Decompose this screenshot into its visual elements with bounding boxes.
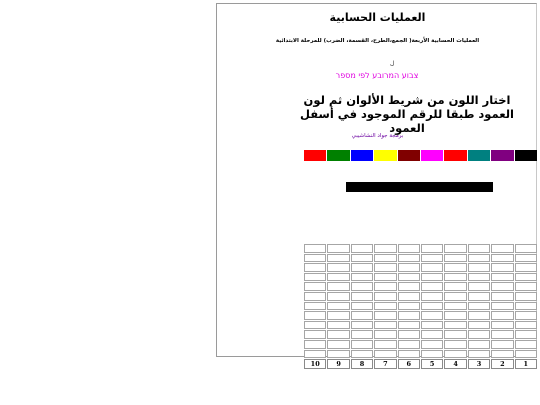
grid-cell[interactable] <box>421 321 443 330</box>
column-number-label: 6 <box>398 359 420 369</box>
grid-cell[interactable] <box>351 350 373 359</box>
grid-cell[interactable] <box>491 321 513 330</box>
color-swatch-magenta[interactable] <box>421 150 443 161</box>
grid-cell[interactable] <box>327 273 349 282</box>
grid-cell[interactable] <box>444 321 466 330</box>
grid-cell[interactable] <box>351 321 373 330</box>
grid-cell[interactable] <box>515 302 537 311</box>
grid-cell[interactable] <box>515 321 537 330</box>
grid-cell[interactable] <box>304 311 326 320</box>
grid-cell[interactable] <box>374 273 396 282</box>
grid-cell[interactable] <box>327 321 349 330</box>
column-number-label: 5 <box>421 359 443 369</box>
grid-cell[interactable] <box>304 340 326 349</box>
column-number-label: 8 <box>351 359 373 369</box>
grid-cell[interactable] <box>327 282 349 291</box>
tiny-text: ل <box>390 60 395 67</box>
grid-cell[interactable] <box>327 340 349 349</box>
grid-cell[interactable] <box>304 263 326 272</box>
grid-cell[interactable] <box>515 311 537 320</box>
grid-cell[interactable] <box>491 282 513 291</box>
grid-cell[interactable] <box>421 330 443 339</box>
color-swatch-green[interactable] <box>327 150 349 161</box>
grid-cell[interactable] <box>304 292 326 301</box>
color-swatch-black[interactable] <box>515 150 537 161</box>
grid-cell[interactable] <box>374 311 396 320</box>
grid-cell[interactable] <box>491 273 513 282</box>
grid-cell[interactable] <box>491 302 513 311</box>
grid-cell[interactable] <box>351 330 373 339</box>
grid-cell[interactable] <box>374 282 396 291</box>
grid-cell[interactable] <box>351 340 373 349</box>
grid-cell[interactable] <box>421 292 443 301</box>
grid-cell[interactable] <box>421 244 443 253</box>
grid-cell[interactable] <box>398 254 420 263</box>
grid-cell[interactable] <box>398 292 420 301</box>
grid-cell[interactable] <box>374 263 396 272</box>
instruction-text: اختار اللون من شريط الألوان ثم لون العمود طبقا للرقم الموجود في أسفل العمود <box>300 93 514 135</box>
grid-cell[interactable] <box>491 311 513 320</box>
grid-cell[interactable] <box>398 311 420 320</box>
grid-cell[interactable] <box>327 254 349 263</box>
grid-cell[interactable] <box>351 244 373 253</box>
grid-cell[interactable] <box>374 302 396 311</box>
grid-cell[interactable] <box>491 292 513 301</box>
grid-cell[interactable] <box>444 292 466 301</box>
coloring-grid <box>304 244 537 369</box>
grid-cell[interactable] <box>351 302 373 311</box>
grid-cell[interactable] <box>444 254 466 263</box>
grid-cell[interactable] <box>398 321 420 330</box>
grid-cell[interactable] <box>421 282 443 291</box>
grid-cell[interactable] <box>515 292 537 301</box>
grid-cell[interactable] <box>327 292 349 301</box>
grid-cell[interactable] <box>374 244 396 253</box>
grid-cell[interactable] <box>398 263 420 272</box>
grid-cell[interactable] <box>327 350 349 359</box>
grid-cell[interactable] <box>304 273 326 282</box>
color-swatch-blue[interactable] <box>351 150 373 161</box>
column-number-label: 3 <box>468 359 490 369</box>
grid-cell[interactable] <box>304 330 326 339</box>
grid-cell[interactable] <box>515 244 537 253</box>
grid-cell[interactable] <box>421 302 443 311</box>
grid-cell[interactable] <box>374 350 396 359</box>
grid-cell[interactable] <box>327 311 349 320</box>
grid-cell[interactable] <box>351 254 373 263</box>
grid-cell[interactable] <box>398 244 420 253</box>
column-number-label: 2 <box>491 359 513 369</box>
page-title: العمليات الحسابية <box>329 11 426 24</box>
grid-cell[interactable] <box>398 340 420 349</box>
grid-cell[interactable] <box>468 263 490 272</box>
grid-cell[interactable] <box>468 311 490 320</box>
grid-cell[interactable] <box>327 330 349 339</box>
grid-cell[interactable] <box>515 340 537 349</box>
column-number-label: 9 <box>327 359 349 369</box>
color-palette <box>304 150 537 161</box>
grid-cell[interactable] <box>444 340 466 349</box>
grid-cell[interactable] <box>421 254 443 263</box>
grid-cell[interactable] <box>515 350 537 359</box>
grid-cell[interactable] <box>515 273 537 282</box>
grid-cell[interactable] <box>398 302 420 311</box>
grid-cell[interactable] <box>468 321 490 330</box>
grid-cell[interactable] <box>327 263 349 272</box>
grid-cell[interactable] <box>351 292 373 301</box>
grid-cell[interactable] <box>444 350 466 359</box>
color-swatch-teal[interactable] <box>468 150 490 161</box>
grid-cell[interactable] <box>374 340 396 349</box>
grid-cell[interactable] <box>515 282 537 291</box>
grid-cell[interactable] <box>515 263 537 272</box>
grid-cell[interactable] <box>444 244 466 253</box>
grid-cell[interactable] <box>398 273 420 282</box>
grid-cell[interactable] <box>491 350 513 359</box>
grid-cell[interactable] <box>374 254 396 263</box>
grid-cell[interactable] <box>351 273 373 282</box>
grid-cell[interactable] <box>444 311 466 320</box>
grid-cell[interactable] <box>515 330 537 339</box>
credit-text: برمجة جواد النشاشيبي <box>351 133 404 139</box>
worksheet-page <box>216 3 537 369</box>
column-number-label: 1 <box>515 359 537 369</box>
grid-cell[interactable] <box>398 330 420 339</box>
grid-cell[interactable] <box>374 321 396 330</box>
color-swatch-red[interactable] <box>304 150 326 161</box>
grid-cell[interactable] <box>327 302 349 311</box>
grid-cell[interactable] <box>421 350 443 359</box>
grid-cell[interactable] <box>421 311 443 320</box>
color-swatch-purple[interactable] <box>491 150 513 161</box>
grid-cell[interactable] <box>468 254 490 263</box>
grid-cell[interactable] <box>468 340 490 349</box>
grid-cell[interactable] <box>468 282 490 291</box>
grid-cell[interactable] <box>491 254 513 263</box>
grid-cell[interactable] <box>491 244 513 253</box>
column-number-label: 10 <box>304 359 326 369</box>
page-subtitle: العمليات الحسابية الأربعة( الجمع،الطرح، القسمة، الضرب) للمرحلة الابتدائية <box>275 38 480 44</box>
hebrew-heading: צבוע המרובע לפי מספר <box>335 71 419 80</box>
grid-cell[interactable] <box>491 340 513 349</box>
grid-cell[interactable] <box>515 254 537 263</box>
grid-cell[interactable] <box>304 282 326 291</box>
grid-cell[interactable] <box>351 311 373 320</box>
grid-cell[interactable] <box>304 254 326 263</box>
grid-cell[interactable] <box>444 273 466 282</box>
grid-cell[interactable] <box>444 330 466 339</box>
color-swatch-red[interactable] <box>444 150 466 161</box>
grid-cell[interactable] <box>468 330 490 339</box>
grid-cell[interactable] <box>304 321 326 330</box>
column-number-label: 4 <box>444 359 466 369</box>
grid-cell[interactable] <box>304 244 326 253</box>
answer-bar <box>346 182 493 192</box>
column-number-label: 7 <box>374 359 396 369</box>
grid-cell[interactable] <box>374 292 396 301</box>
grid-cell[interactable] <box>374 330 396 339</box>
grid-cell[interactable] <box>421 263 443 272</box>
grid-cell[interactable] <box>398 350 420 359</box>
grid-cell[interactable] <box>421 340 443 349</box>
color-swatch-maroon[interactable] <box>398 150 420 161</box>
grid-cell[interactable] <box>304 350 326 359</box>
grid-cell[interactable] <box>444 263 466 272</box>
color-swatch-yellow[interactable] <box>374 150 396 161</box>
grid-cell[interactable] <box>468 302 490 311</box>
grid-cell[interactable] <box>491 330 513 339</box>
grid-cell[interactable] <box>468 273 490 282</box>
grid-cell[interactable] <box>444 282 466 291</box>
grid-cell[interactable] <box>304 302 326 311</box>
grid-cell[interactable] <box>351 263 373 272</box>
grid-cell[interactable] <box>468 244 490 253</box>
grid-cell[interactable] <box>421 273 443 282</box>
grid-cell[interactable] <box>444 302 466 311</box>
grid-cell[interactable] <box>351 282 373 291</box>
grid-cell[interactable] <box>327 244 349 253</box>
grid-cell[interactable] <box>491 263 513 272</box>
grid-cell[interactable] <box>468 292 490 301</box>
grid-cell[interactable] <box>398 282 420 291</box>
grid-cell[interactable] <box>468 350 490 359</box>
